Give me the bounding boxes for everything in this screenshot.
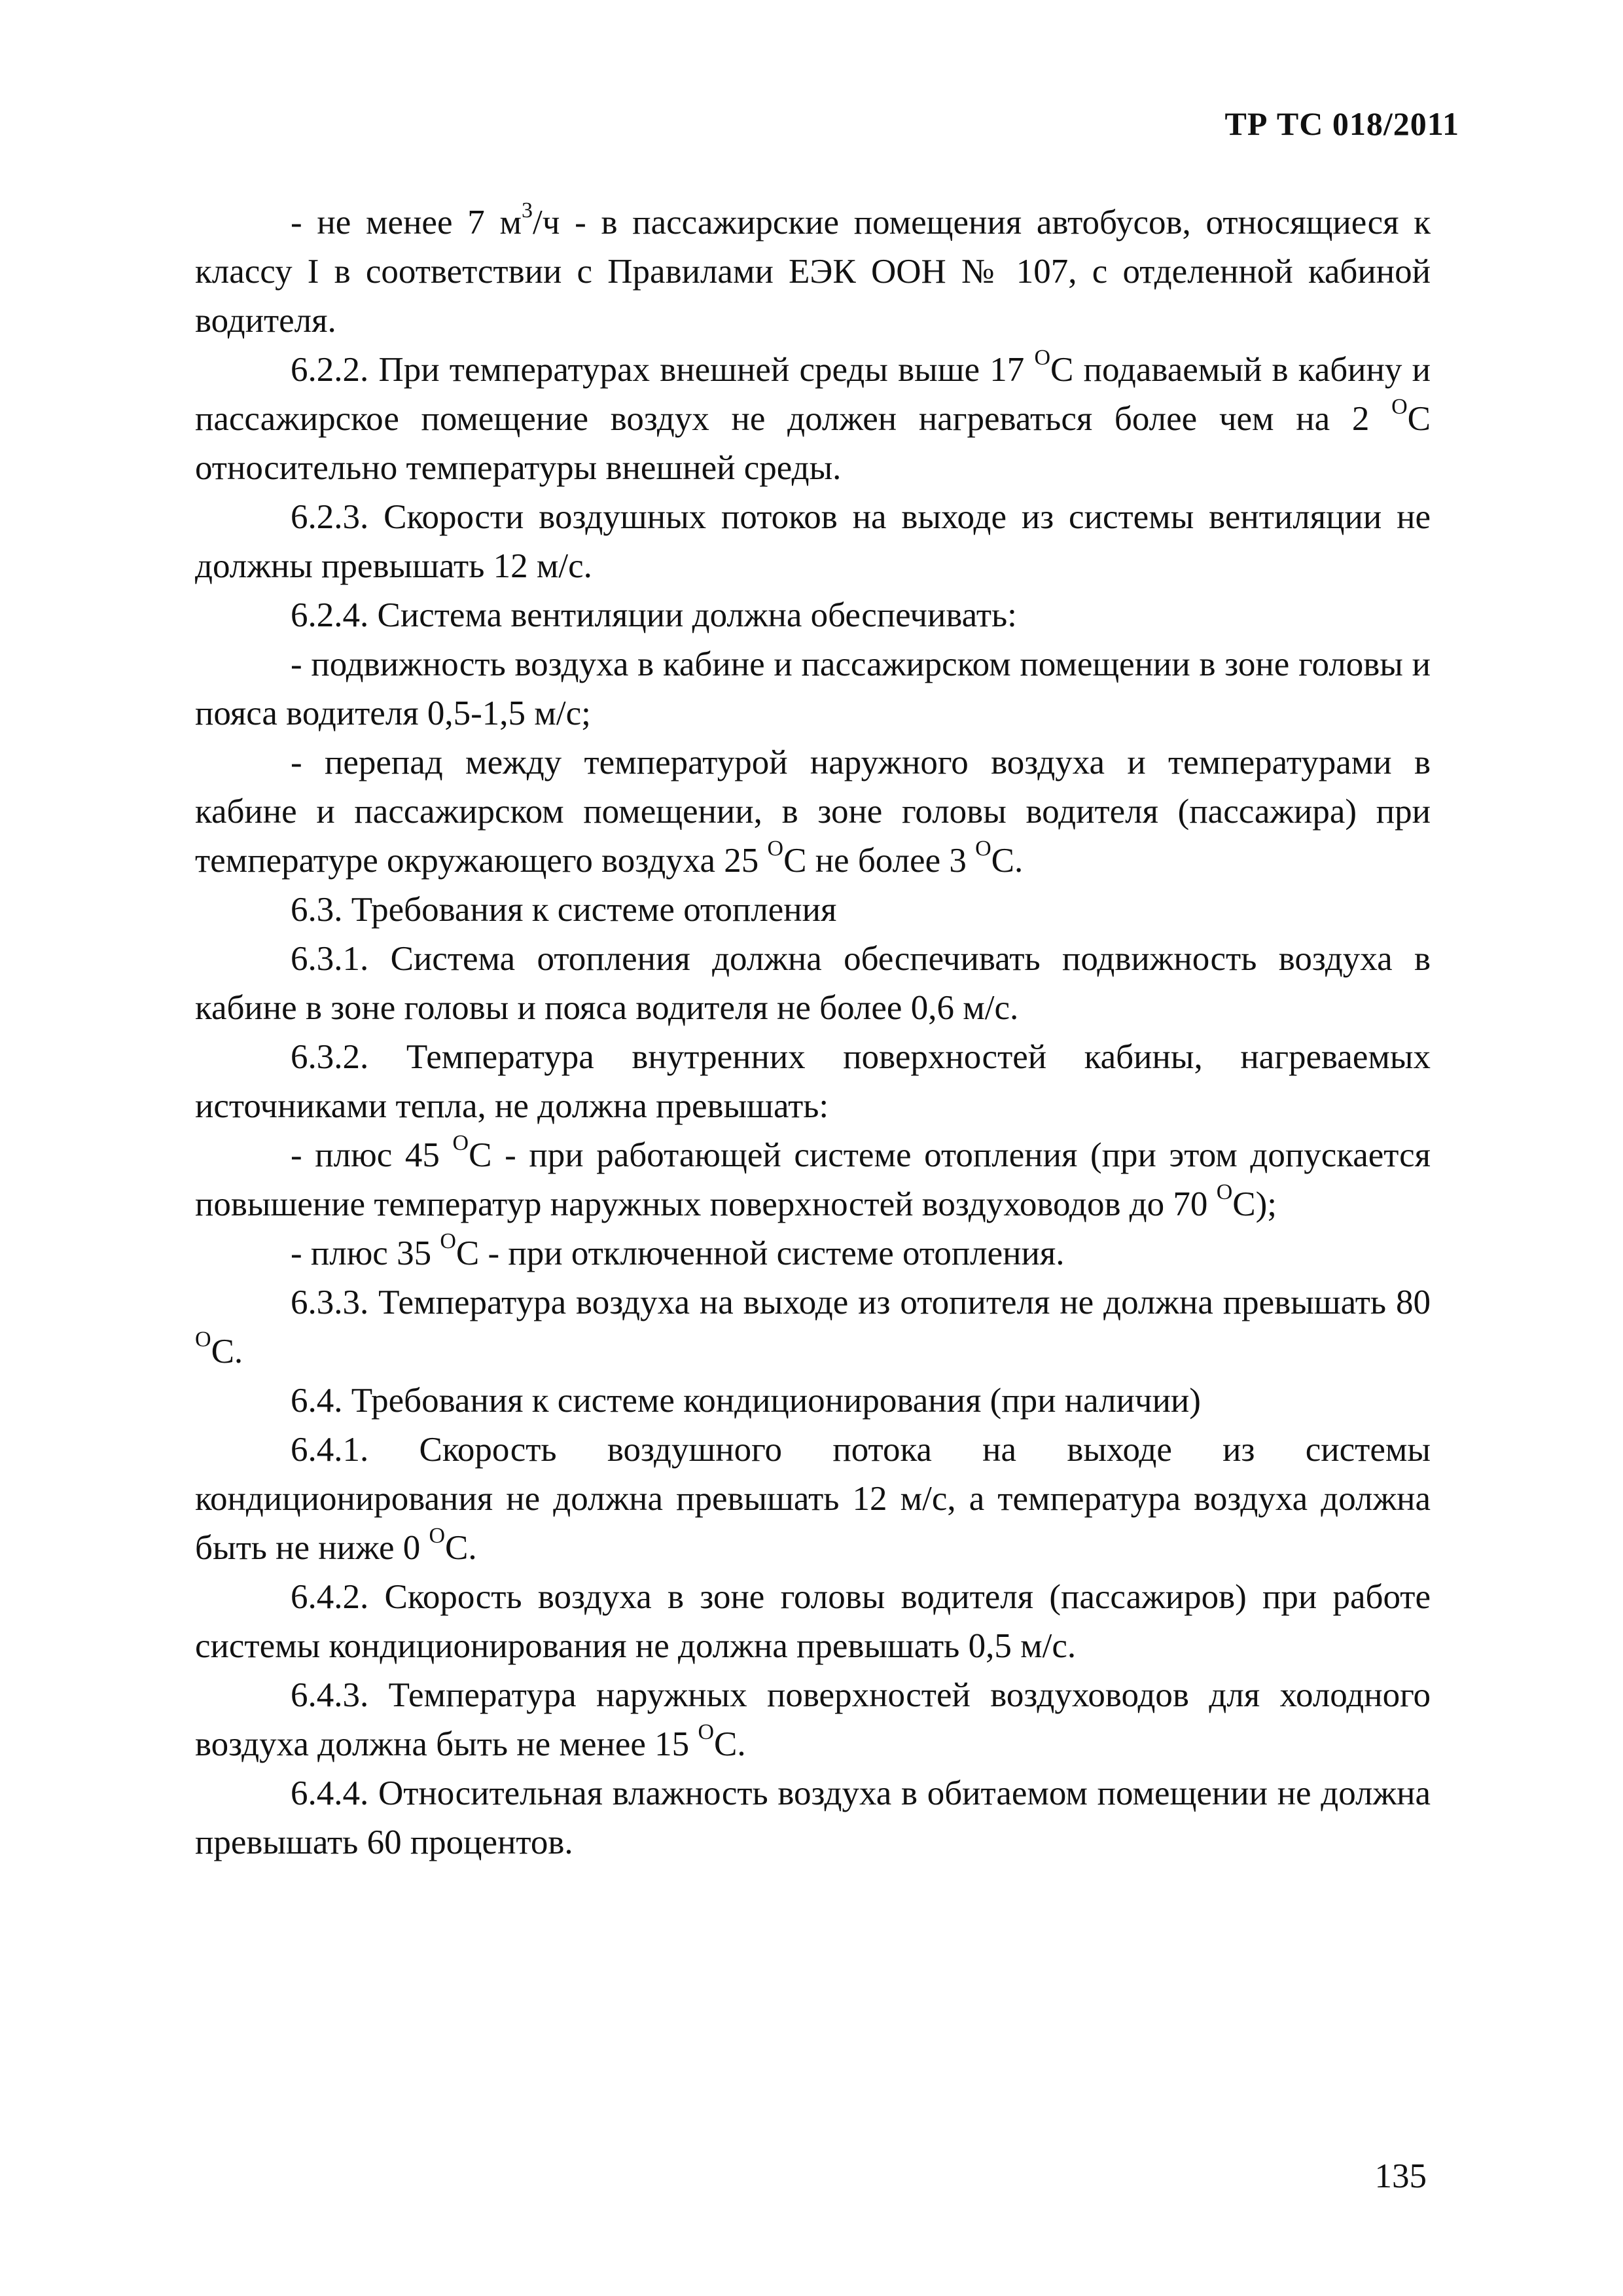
paragraph-6-2-2: 6.2.2. При температурах внешней среды выше 17 $^О$С подаваемый в кабину и пассажирское помещение воздух не должен нагреваться более чем на 2 $^О$С относительно температуры внешней среды. xyxy=(195,346,1431,487)
paragraph-6-4-3: 6.4.3. Температура наружных поверхностей воздуховодов для холодного воздуха должна быть не менее 15 $^О$С. xyxy=(195,1676,1431,1763)
paragraph-plus-35: - плюс 35 $^О$С - при отключенной системе отопления. xyxy=(291,1229,1065,1272)
paragraph-min-ventilation-class-i: - не менее 7 $м^3/ч$ - в пассажирские помещения автобусов, относящиеся к классу I в соответствии с Правилами ЕЭК ООН № 107, с отделенной кабиной водителя. xyxy=(195,198,1431,340)
paragraph-6-4-2: 6.4.2. Скорость воздуха в зоне головы водителя (пассажиров) при работе системы кондиционирования не должна превышать 0,5 м/с. xyxy=(195,1578,1431,1665)
paragraph-6-3-3: 6.3.3. Температура воздуха на выходе из отопителя не должна превышать 80 $^О$С. xyxy=(195,1283,1431,1371)
document-code: ТР ТС 018/2011 xyxy=(1224,105,1459,142)
paragraph-6-3-2: 6.3.2. Температура внутренних поверхностей кабины, нагреваемых источниками тепла, не должна превышать: xyxy=(195,1038,1431,1125)
paragraph-6-4-1: 6.4.1. Скорость воздушного потока на выходе из системы кондиционирования не должна превышать 12 м/с, а температура воздуха должна быть не ниже 0 $^О$С. xyxy=(195,1431,1431,1567)
paragraph-6-4: 6.4. Требования к системе кондиционирования (при наличии) xyxy=(291,1382,1201,1420)
paragraph-6-4-4: 6.4.4. Относительная влажность воздуха в обитаемом помещении не должна превышать 60 процентов. xyxy=(195,1774,1431,1861)
paragraph-6-3-1: 6.3.1. Система отопления должна обеспечивать подвижность воздуха в кабине в зоне головы и пояса водителя не более 0,6 м/с. xyxy=(195,940,1431,1027)
paragraph-plus-45: - плюс 45 $^О$С - при работающей системе отопления (при этом допускается повышение температур наружных поверхностей воздуховодов до 70 $^О$С); xyxy=(195,1131,1431,1223)
paragraph-air-mobility: - подвижность воздуха в кабине и пассажирском помещении в зоне головы и пояса водителя 0,5-1,5 м/с; xyxy=(195,645,1431,732)
page-number: 135 xyxy=(1374,2157,1427,2195)
paragraph-6-2-3: 6.2.3. Скорости воздушных потоков на выходе из системы вентиляции не должны превышать 12 м/с. xyxy=(195,498,1431,585)
paragraph-6-2-4: 6.2.4. Система вентиляции должна обеспечивать: xyxy=(291,596,1017,634)
paragraph-temperature-difference: - перепад между температурой наружного воздуха и температурами в кабине и пассажирском помещении, в зоне головы водителя (пассажира) при температуре окружающего воздуха 25 $^О$С не более 3 $^О$С. xyxy=(195,744,1431,880)
document-body xyxy=(195,198,1431,1867)
paragraph-6-3: 6.3. Требования к системе отопления xyxy=(291,891,837,929)
